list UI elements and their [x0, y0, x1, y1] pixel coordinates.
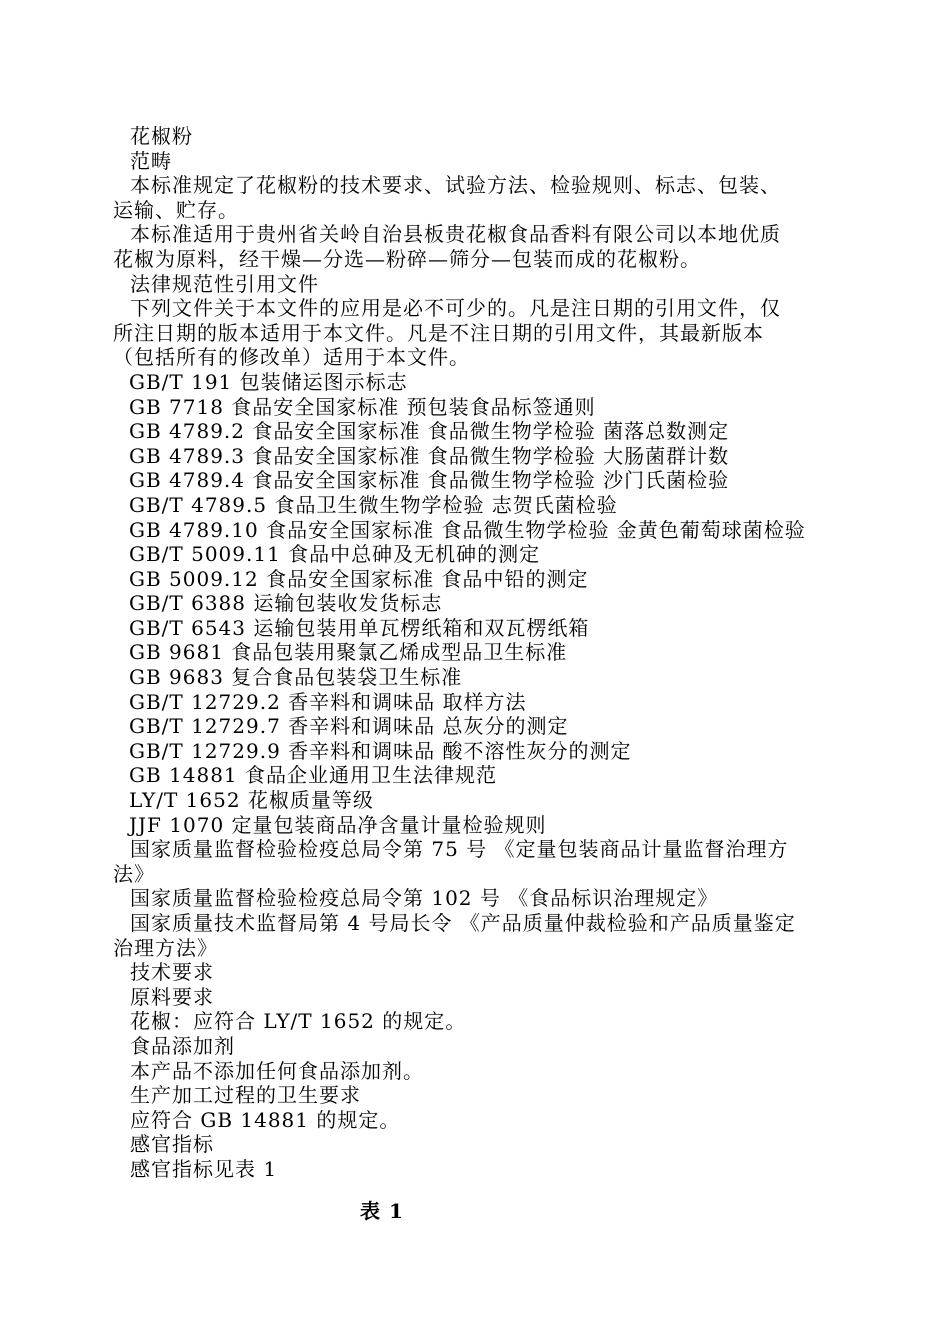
decree-2: 国家质量监督检验检疫总局令第 102 号 《食品标识治理规定》	[130, 886, 719, 911]
references-heading: 法律规范性引用文件	[130, 271, 319, 296]
reference-item: GB/T 6388 运输包装收发货标志	[129, 591, 443, 616]
reference-item: GB 4789.2 食品安全国家标准 食品微生物学检验 菌落总数测定	[129, 419, 730, 444]
document-title: 花椒粉	[130, 124, 193, 148]
raw-material-heading: 原料要求	[130, 984, 214, 1009]
decree-3-line-2: 治理方法》	[113, 935, 218, 960]
reference-item: GB/T 4789.5 食品卫生微生物学检验 志贺氏菌检验	[129, 492, 618, 517]
decree-1-line-2: 法》	[113, 861, 155, 886]
references-intro-line-1: 下列文件关于本文件的应用是必不可少的。凡是注日期的引用文件，仅	[130, 296, 781, 321]
references-intro-line-3: （包括所有的修改单）适用于本文件。	[113, 345, 470, 370]
hygiene-heading: 生产加工过程的卫生要求	[130, 1083, 361, 1108]
additive-text: 本产品不添加任何食品添加剂。	[130, 1058, 424, 1083]
references-intro-line-2: 所注日期的版本适用于本文件。凡是不注日期的引用文件，其最新版本	[113, 320, 764, 345]
sensory-text: 感官指标见表 1	[130, 1156, 278, 1181]
additive-heading: 食品添加剂	[130, 1033, 235, 1058]
reference-item: GB/T 191 包装储运图示标志	[129, 369, 408, 394]
document-body	[113, 124, 833, 1182]
scope-paragraph-2-line-1: 本标准适用于贵州省关岭自治县板贵花椒食品香料有限公司以本地优质	[130, 222, 781, 247]
reference-item: GB 14881 食品企业通用卫生法律规范	[129, 763, 498, 788]
hygiene-text: 应符合 GB 14881 的规定。	[130, 1107, 401, 1132]
scope-paragraph-1-line-1: 本标准规定了花椒粉的技术要求、试验方法、检验规则、标志、包装、	[130, 173, 781, 198]
reference-item: GB/T 12729.9 香辛料和调味品 酸不溶性灰分的测定	[129, 738, 632, 763]
reference-item: GB 5009.12 食品安全国家标准 食品中铅的测定	[129, 566, 589, 591]
reference-list	[113, 370, 833, 837]
reference-item: GB 4789.10 食品安全国家标准 食品微生物学检验 金黄色葡萄球菌检验	[129, 517, 806, 542]
scope-heading: 范畴	[130, 148, 172, 173]
decree-3-line-1: 国家质量技术监督局第 4 号局长令 《产品质量仲裁检验和产品质量鉴定	[130, 911, 796, 935]
reference-item: GB 4789.3 食品安全国家标准 食品微生物学检验 大肠菌群计数	[129, 443, 730, 468]
decree-1-line-1: 国家质量监督检验检疫总局令第 75 号 《定量包装商品计量监督治理方	[130, 837, 789, 862]
reference-item: JJF 1070 定量包装商品净含量计量检验规则	[129, 812, 547, 837]
reference-item: GB 7718 食品安全国家标准 预包装食品标签通则	[129, 394, 596, 419]
reference-item: GB 9683 复合食品包装袋卫生标准	[129, 665, 463, 690]
reference-item: GB/T 12729.7 香辛料和调味品 总灰分的测定	[129, 714, 569, 739]
scope-paragraph-2-line-2: 花椒为原料，经干燥—分选—粉碎—筛分—包装而成的花椒粉。	[113, 246, 701, 271]
table-caption: 表 1	[360, 1199, 404, 1223]
reference-item: GB 4789.4 食品安全国家标准 食品微生物学检验 沙门氏菌检验	[129, 468, 730, 493]
reference-item: GB 9681 食品包装用聚氯乙烯成型品卫生标准	[129, 640, 568, 665]
reference-item: LY/T 1652 花椒质量等级	[129, 788, 374, 813]
reference-item: GB/T 5009.11 食品中总砷及无机砷的测定	[129, 542, 541, 567]
sensory-heading: 感官指标	[130, 1132, 214, 1157]
tech-requirements-heading: 技术要求	[130, 960, 214, 985]
raw-material-text: 花椒：应符合 LY/T 1652 的规定。	[130, 1009, 467, 1034]
reference-item: GB/T 12729.2 香辛料和调味品 取样方法	[129, 689, 527, 714]
scope-paragraph-1-line-2: 运输、贮存。	[113, 197, 239, 222]
reference-item: GB/T 6543 运输包装用单瓦楞纸箱和双瓦楞纸箱	[129, 615, 590, 640]
